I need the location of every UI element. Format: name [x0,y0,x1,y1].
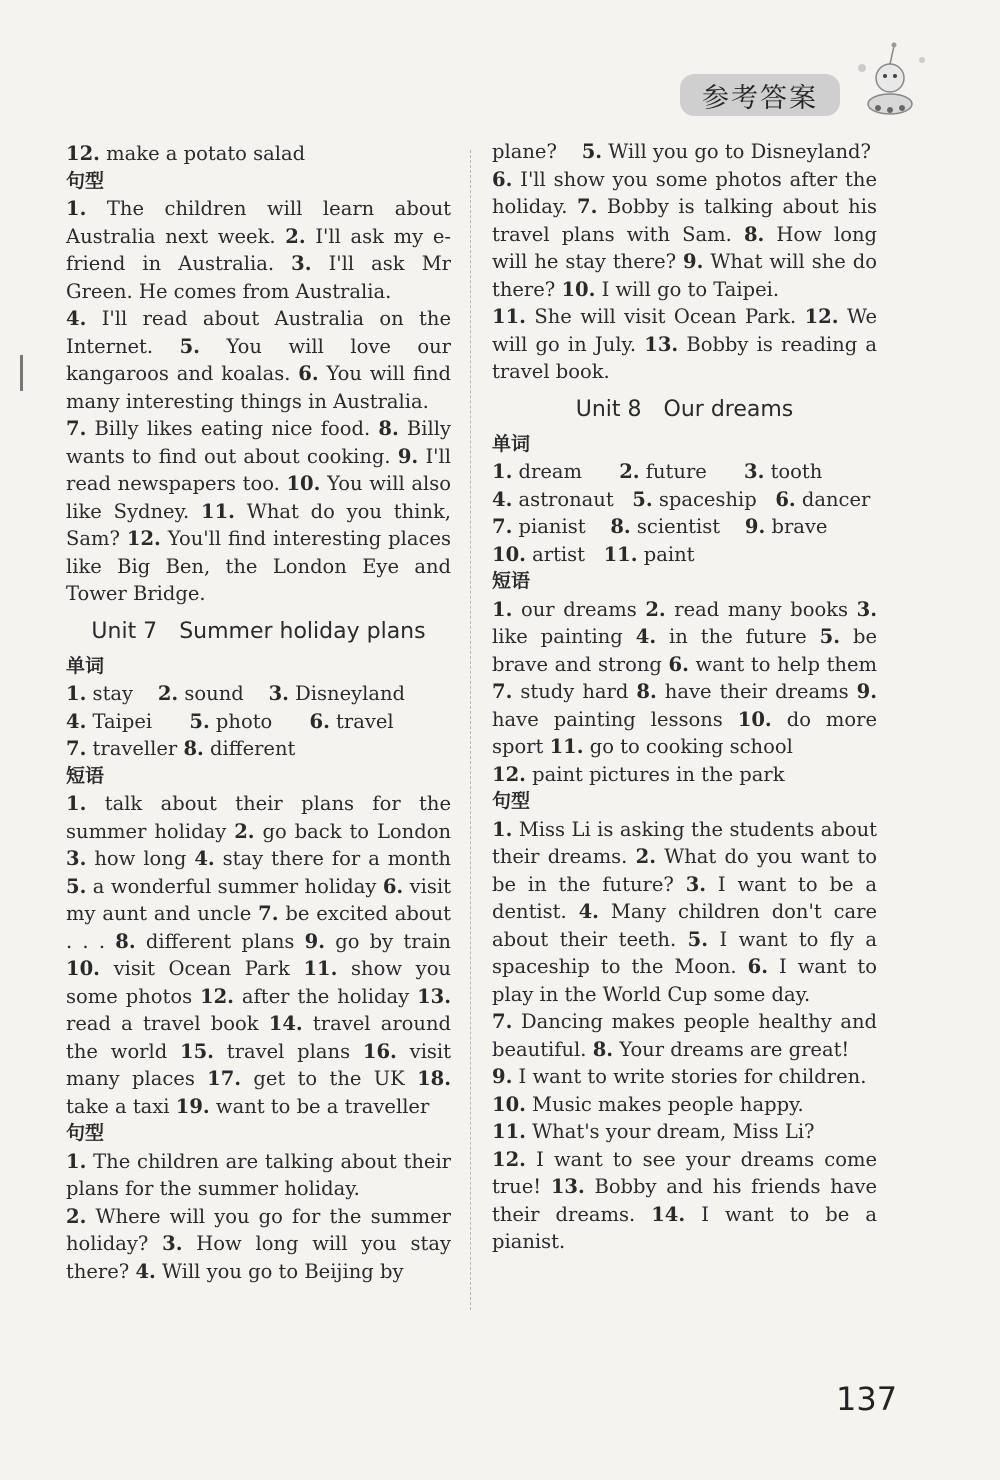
item-number: 4. [578,900,599,923]
item-number: 1. [492,460,513,483]
item-text: Disneyland [288,682,406,705]
item-text: Our dreams [663,396,794,422]
item-text: read a travel book [66,1012,269,1035]
item-text: I will go to Taipei. [595,277,780,301]
item-text: dancer [795,487,871,511]
item-number: 12. [126,527,161,550]
item-number: 14. [651,1202,686,1226]
item-number: 11. [303,957,338,980]
item-number: 1. [66,197,87,220]
item-number: 9. [492,1065,513,1088]
item-text: She will visit Ocean Park. [525,305,805,328]
item-number: 15. [180,1039,214,1063]
item-number: 13. [550,1175,585,1198]
item-number: 8. [743,222,765,246]
item-text: What will she do there? [492,250,878,301]
item-number: 3. [744,460,765,483]
item-number: 7. [492,1010,513,1033]
item-text: I want to play in the World Cup some day. [492,955,878,1006]
item-number: 11. [492,1120,526,1143]
item-number: 6. [382,874,404,898]
item-text: do more sport [492,707,878,758]
item-number: 10. [737,707,772,731]
para-sentences-2a [66,1148,451,1203]
para-phrases-8-tail [492,761,877,789]
item-text: different plans [135,929,305,953]
item-number: 2. [157,682,179,705]
item-number: 8. [610,515,631,538]
item-text: different [203,737,296,760]
item-text: paint pictures in the park [525,762,785,786]
item-text: go by train [325,929,451,953]
item-number: 4. [66,709,87,733]
item-text: a wonderful summer holiday [86,874,383,898]
section-label-words: 单词 [66,654,105,677]
cartoon-mascot-icon [842,38,932,128]
item-text: Bobby and his friends have their dreams. [492,1175,878,1226]
item-text: Dancing makes people healthy and beautiful. [492,1010,877,1061]
item-text: The children are talking about their plans for the summer holiday. [66,1149,451,1200]
item-text: pianist [512,515,592,538]
right-column [492,138,877,1256]
item-text: plane? [492,140,564,163]
item-number: 2. [635,845,656,868]
item-number: 3. [66,847,87,870]
item-number: 10. [561,277,596,301]
item-number: 1. [492,597,513,621]
item-text: how long [86,847,195,870]
item-number: 8. [592,1037,614,1061]
item-number: 8. [636,680,657,703]
item-number: 1. [66,792,87,815]
item-number: 19. [175,1094,210,1118]
item-text: be brave and strong [492,625,878,676]
item-text: want to help them [688,652,877,676]
item-number: 11. [549,735,584,758]
unit-7-title [66,617,451,647]
item-text: traveller [86,737,184,760]
item-text: Unit 8 [575,396,642,422]
item-text: How long will he stay there? [492,222,877,273]
item-text: Will you go to Disneyland? [602,140,871,163]
item-text: I want to see your dreams come true! [492,1147,877,1198]
item-number: 1. [492,817,513,841]
item-number: 6. [492,167,513,191]
item-number: 4. [194,847,215,870]
item-text: our dreams [512,597,646,621]
item-number: 2. [619,460,640,483]
item-number: 2. [66,1204,87,1228]
item-text: Billy wants to find out about cooking. [66,417,451,468]
item-text: want to be a traveller [209,1094,430,1118]
item-number: 9. [397,444,419,468]
item-number: 7. [577,195,598,218]
item-text: You'll find interesting places like Big Ben, the London Eye and Tower Bridge. [66,527,451,605]
item-text: photo [209,709,279,733]
para-sentences-8d [492,1091,877,1119]
item-text: visit my aunt and uncle [66,874,451,925]
item-number: 11. [201,499,235,523]
left-column [66,140,451,1285]
item-number: 14. [268,1012,303,1035]
item-text: have their dreams [656,680,857,703]
item-number: 7. [258,902,279,925]
item-number: 18. [417,1067,451,1090]
item-number: 17. [207,1067,242,1090]
item-text: travel plans [213,1039,363,1063]
item-number: 9. [856,680,877,703]
item-number: 12. [492,762,526,786]
item-number: 10. [286,472,321,495]
item-number: 6. [309,709,330,733]
item-text: I'll ask my e-friend in Australia. [66,224,451,275]
item-text: I want to write stories for children. [512,1065,867,1088]
para-sentences-8e [492,1118,877,1146]
item-number: 12. [200,984,234,1008]
item-text: like painting [492,625,636,648]
para-sentences-8b [492,1008,877,1063]
item-number: 6. [668,652,689,676]
item-text: sound [178,682,250,705]
section-label-sentences-2: 句型 [66,1122,105,1144]
item-text: Many children don't care about their teeth. [492,900,877,951]
item-text: What do you want to be in the future? [492,845,878,896]
item-text: The children will learn about Australia next week. [66,197,451,248]
section-label-phrases: 短语 [66,764,105,787]
item-number: 4. [66,307,87,330]
item-text: I'll ask Mr Green. He comes from Australia. [66,252,451,303]
item-text: scientist [630,515,727,538]
item-text: Miss Li is asking the students about their dreams. [492,817,877,868]
item-text: read many books [665,597,857,621]
item-number: 8. [183,737,204,760]
para-sentences-8c [492,1063,877,1091]
item-text: Bobby is talking about his travel plans with Sam. [492,195,877,246]
item-number: 5. [581,140,603,163]
column-divider [470,150,471,1310]
item-text: What's your dream, Miss Li? [525,1120,815,1143]
item-text: future [639,460,714,483]
para-sentences-8f [492,1146,877,1256]
item-text: I want to be a pianist. [492,1202,877,1253]
item-text: Unit 7 [91,618,158,644]
item-text: after the holiday [233,984,418,1008]
item-number: 9. [683,250,704,273]
item-text: travel [329,709,394,733]
item-number: 9. [304,929,325,953]
item-number: 6. [775,487,796,511]
item-number: 7. [492,515,513,538]
item-text: visit Ocean Park [99,957,304,980]
item-number: 7. [66,417,87,440]
item-text: in the future [656,625,820,648]
para-sentences-2b [66,1203,451,1286]
item-text: visit many places [66,1039,452,1090]
item-text: show you some photos [66,957,451,1008]
item-text: paint [637,542,695,566]
section-label-sentences-8: 句型 [492,790,531,812]
item-number: 3. [268,682,289,705]
item-text: spaceship [652,487,763,511]
item-text: be excited about . . . [66,902,451,953]
item-text: Taipei [86,709,159,733]
item-text: go back to London [254,819,452,843]
item-text: I'll read newspapers too. [66,444,451,495]
item-number: 1. [66,682,87,705]
item-text: take a taxi [66,1094,176,1118]
item-text: You will find many interesting things in Australia. [66,362,451,413]
item-number: 10. [492,1092,526,1116]
item-number: 11. [492,305,526,328]
item-number: 6. [298,362,319,385]
item-number: 5. [179,334,200,358]
item-number: 10. [66,957,100,980]
answer-key-badge: 参考答案 [680,74,840,116]
section-label-phrases-8: 短语 [492,570,531,592]
item-text: What do you think, Sam? [66,499,451,550]
item-text: make a potato salad [99,142,306,165]
para-right-cont-c [492,303,877,386]
item-text: tooth [764,460,823,483]
item-number: 8. [115,929,136,953]
item-number: 5. [819,625,841,648]
para-left-top [66,140,451,168]
section-label-words-8: 单词 [492,432,531,455]
item-text: astronaut [512,487,620,511]
item-text: I'll read about Australia on the Internet. [66,307,451,358]
para-sentences-8a [492,816,877,1009]
item-number: 5. [66,874,87,898]
item-text: brave [765,515,828,538]
item-text: dream [512,460,589,483]
item-number: 2. [234,819,255,843]
item-number: 12. [66,142,100,165]
item-number: 8. [378,417,399,440]
item-number: 6. [747,955,768,978]
para-sentences-1 [66,195,451,305]
item-text: travel around the world [66,1012,451,1063]
para-right-cont-b [492,166,877,304]
item-text: Where will you go for the summer holiday? [66,1204,451,1255]
item-text: stay [86,682,140,705]
unit-8-title [492,395,877,425]
item-text: get to the UK [241,1067,418,1090]
item-number: 5. [189,709,210,733]
item-number: 1. [66,1149,87,1173]
item-number: 16. [362,1039,397,1063]
item-number: 11. [603,542,638,566]
item-text: We will go in July. [492,305,877,356]
item-number: 10. [492,542,526,566]
item-number: 9. [744,515,766,538]
item-number: 3. [856,597,877,621]
item-number: 4. [135,1259,156,1283]
item-text: I want to be a dentist. [492,872,877,923]
item-text: Billy likes eating nice food. [86,417,379,440]
item-text: go to cooking school [583,735,793,758]
item-number: 4. [492,487,513,511]
item-number: 13. [644,332,679,356]
item-text: Bobby is reading a travel book. [492,332,878,383]
para-words [66,680,451,763]
item-text: I'll show you some photos after the holiday. [492,167,877,218]
item-number: 13. [417,984,451,1008]
item-number: 12. [492,1147,526,1171]
para-sentences-1c [66,415,451,608]
item-number: 5. [632,487,653,511]
item-text: I want to fly a spaceship to the Moon. [492,927,877,978]
para-right-cont-a [492,138,877,166]
section-label-sentences: 句型 [66,169,105,192]
item-text: artist [525,542,592,566]
item-number: 12. [804,305,839,328]
item-text: Will you go to Beijing by [155,1259,404,1283]
item-number: 2. [645,597,666,621]
item-number: 3. [685,872,707,896]
item-text: Summer holiday plans [179,618,426,644]
para-sentences-1b [66,305,451,415]
item-number: 5. [687,927,709,951]
item-number: 7. [66,737,87,760]
para-phrases [66,790,451,1120]
item-number: 4. [635,625,657,648]
item-text: study hard [512,680,637,703]
item-text: have painting lessons [492,707,738,731]
item-text: Your dreams are great! [613,1037,850,1061]
item-text: stay there for a month [214,847,451,870]
item-text: How long will you stay there? [66,1232,451,1283]
item-number: 2. [285,224,306,248]
item-text: You will love our kangaroos and koalas. [66,334,452,385]
page-number: 137 [836,1380,898,1418]
para-words-8 [492,458,877,568]
item-number: 3. [162,1232,183,1255]
para-phrases-8 [492,596,877,761]
item-number: 7. [492,680,513,703]
item-text: Music makes people happy. [525,1092,804,1116]
item-text: talk about their plans for the summer holiday [66,792,451,843]
item-text: You will also like Sydney. [66,472,451,523]
item-number: 3. [291,252,312,275]
margin-mark [20,355,23,391]
